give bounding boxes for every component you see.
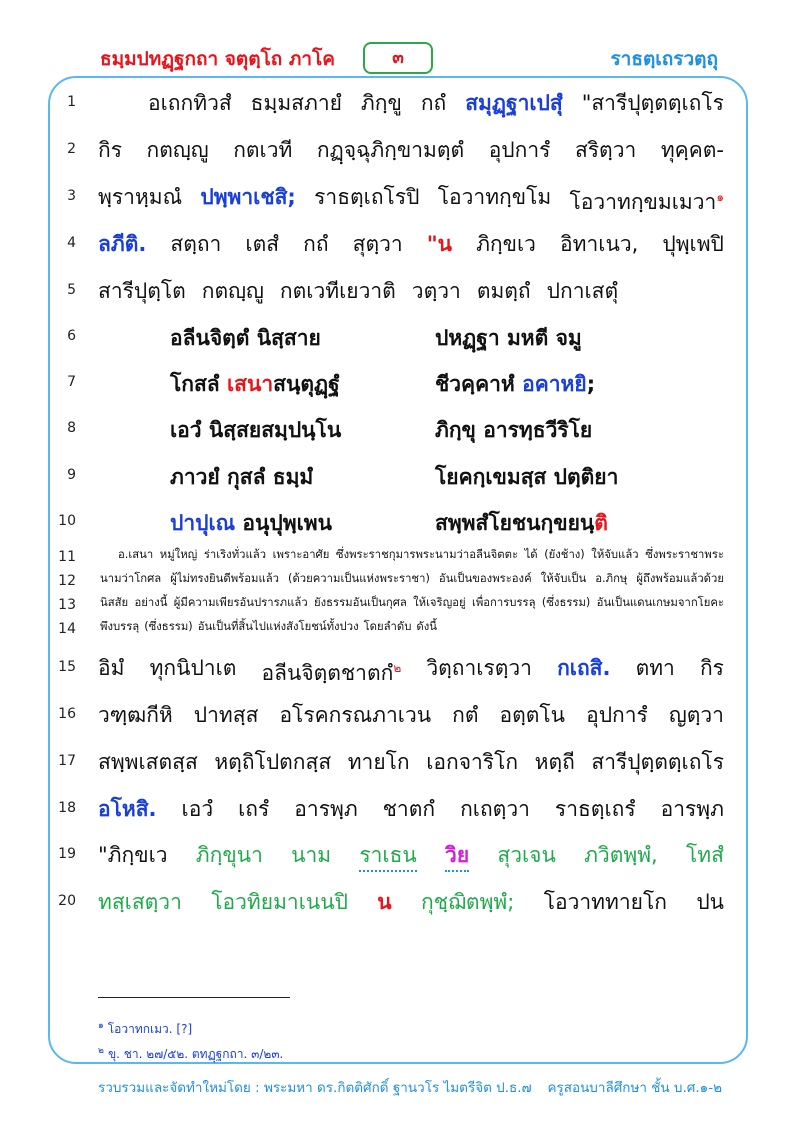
line-number: 6 (67, 328, 76, 344)
book-title: ธมฺมปทฏฺฐกถา จตุตฺโถ ภาโค (100, 48, 336, 70)
translation-line-1: อ.เสนา หมู่ใหญ่ ร่าเริงทั่วแล้ว เพราะอาศัย ซึ่งพระราชกุมารพระนามว่าอลีนจิตตะ ได้ (ยังช้าง) ให้จับแล้ว ซึ่งพระราชาพระ (118, 548, 724, 561)
text-line-5: สารีปุตฺโต กตญฺญู กตเวทีเยวาติ วตฺวา ตมตฺถํ ปกาเสตุํ (98, 279, 619, 303)
footnote-separator (98, 997, 290, 998)
line-number: 18 (58, 800, 76, 816)
highlight-word: น (377, 890, 392, 914)
verse-line-3b: ภิกฺขุ อารทฺธวีริโย (435, 418, 593, 442)
text-line-20: ทสฺเสตฺวา โอวทิยมาเนนปิ น กุชฺฌิตพฺพํ; โอวาททายโก ปน (98, 887, 724, 917)
line-number: 9 (67, 467, 76, 483)
line-number: 14 (58, 621, 76, 637)
line-number: 5 (67, 282, 76, 298)
text-line-1: อเถกทิวสํ ธมฺมสภายํ ภิกฺขู กถํ สมุฏฺฐาเปสุํ "สารีปุตฺตตฺเถโร (148, 88, 724, 118)
text-line-3: พฺราหฺมณํ ปพฺพาเชสิ; ราธตฺเถโรปิ โอวาทกฺขโม โอวาทกฺขมเมวา$^๑$ (98, 182, 724, 217)
text-line-15: อิมํ ทุกนิปาเต อลีนจิตฺตชาตกํ$^๒$ วิตฺถาเรตฺวา กเถสิ. ตทา กิร (98, 653, 724, 688)
section-title: ราธตฺเถรวตฺถุ (610, 48, 718, 70)
text-line-4: ลภีติ. สตฺถา เตสํ กถํ สุตฺวา "น ภิกฺขเว อิทาเนว, ปุพฺเพปิ (98, 229, 724, 259)
line-number: 20 (58, 893, 76, 909)
highlight-word: สมุฏฺฐาเปสุํ (465, 91, 563, 115)
line-number: 19 (58, 846, 76, 862)
highlight-word: อโหสิ. (98, 797, 157, 821)
line-number: 10 (58, 513, 76, 529)
footnote-marker: ๑ (716, 190, 724, 204)
line-number: 11 (58, 549, 76, 565)
verse-line-5b: สพฺพสํโยชนกฺขยนฺติ (435, 511, 608, 535)
page-footer (98, 1076, 722, 1098)
line-number: 16 (58, 706, 76, 722)
verse-line-2b: ชีวคฺคาหํ อคาหยิ; (435, 372, 596, 396)
line-number: 2 (67, 141, 76, 157)
line-number: 1 (67, 94, 76, 110)
highlight-word: ปพฺพาเชสิ; (200, 185, 296, 209)
text-line-2: กิร กตญฺญู กตเวที กฏฺจฺฉุภิกฺขามตฺตํ อุปการํ สริตฺวา ทุคฺคต- (98, 138, 724, 162)
text-line-17: สพฺพเสตสฺส หตฺถิโปตกสฺส ทายโก เอกจาริโก หตฺถี สารีปุตฺตตฺเถโร (98, 750, 724, 774)
text-line-18: อโหสิ. เอวํ เถรํ อารพฺภ ชาตกํ กเถตฺวา ราธตฺเถรํ อารพฺภ (98, 794, 724, 824)
translation-line-3: นิสสัย อย่างนี้ ผู้มีความเพียรอันปรารภแล้ว ยังธรรมอันเป็นกุศล ให้เจริญอยู่ เพื่อการบรรลุ (ซึ่งธรรม) อันเป็นแดนเกษมจากโยคะ (100, 596, 724, 609)
verse-line-5a: ปาปุเณ อนุปุพฺเพน (170, 511, 332, 535)
highlight-word: วิย (445, 840, 469, 872)
footnote-marker: ๒ (393, 661, 402, 675)
footer-course: ครูสอนบาลีศึกษา ชั้น บ.ศ.๑-๒ (547, 1080, 722, 1096)
text-line-19: "ภิกฺขเว ภิกฺขุนา นาม ราเธน วิย สุวเจน ภวิตพฺพํ, โทสํ (98, 840, 724, 872)
highlight-word: ราเธน (359, 840, 416, 872)
line-number: 7 (67, 374, 76, 390)
translation-line-2: นามว่าโกศล ผู้ไม่ทรงยินดีพร้อมแล้ว (ด้วยความเป็นแห่งพระราชา) อันเป็นของพระองค์ ให้จับเป็น อ.ภิกษุ ผู้ถึงพร้อมแล้วด้วย (100, 572, 724, 585)
footer-credit: รวบรวมและจัดทำใหม่โดย : พระมหา ดร.กิตติศักดิ์ ฐานวโร ไมตรีจิต ป.ธ.๗ (98, 1080, 532, 1096)
verse-line-4a: ภาวยํ กุสลํ ธมฺมํ (170, 465, 314, 489)
line-number: 3 (67, 188, 76, 204)
verse-line-3a: เอวํ นิสฺสยสมฺปนฺโน (170, 418, 342, 442)
verse-line-1b: ปหฏฺฐา มหตี จมู (435, 326, 582, 350)
translation-line-4: พึงบรรลุ (ซึ่งธรรม) อันเป็นที่สิ้นไปแห่งสังโยชน์ทั้งปวง โดยลำดับ ดังนี้ (100, 620, 437, 633)
line-number: 8 (67, 420, 76, 436)
line-number: 13 (58, 597, 76, 613)
line-number: 15 (58, 659, 76, 675)
verse-line-4b: โยคกฺเขมสฺส ปตฺติยา (435, 465, 619, 489)
verse-line-1a: อลีนจิตฺตํ นิสฺสาย (170, 326, 321, 350)
verse-line-2a: โกสลํ เสนาสนฺตุฏฺฐํ (170, 372, 340, 396)
footnote-1: $^๑$ โอวาทกเมว. [?] (98, 1021, 193, 1036)
line-number: 12 (58, 573, 76, 589)
text-line-16: วฑฺฒกีหิ ปาทสฺส อโรคกรณภาเวน กตํ อตฺตโน อุปการํ ญตฺวา (98, 703, 724, 727)
line-number: 17 (58, 753, 76, 769)
highlight-word: ลภีติ. (98, 232, 147, 256)
highlight-word: "น (426, 232, 453, 256)
footnote-2: $^๒$ ขุ. ชา. ๒๗/๕๒. ตทฏฺฐกถา. ๓/๒๓. (98, 1046, 284, 1061)
highlight-word: กเถสิ. (557, 656, 611, 680)
page-number: ๓ (363, 42, 433, 74)
line-number: 4 (67, 235, 76, 251)
